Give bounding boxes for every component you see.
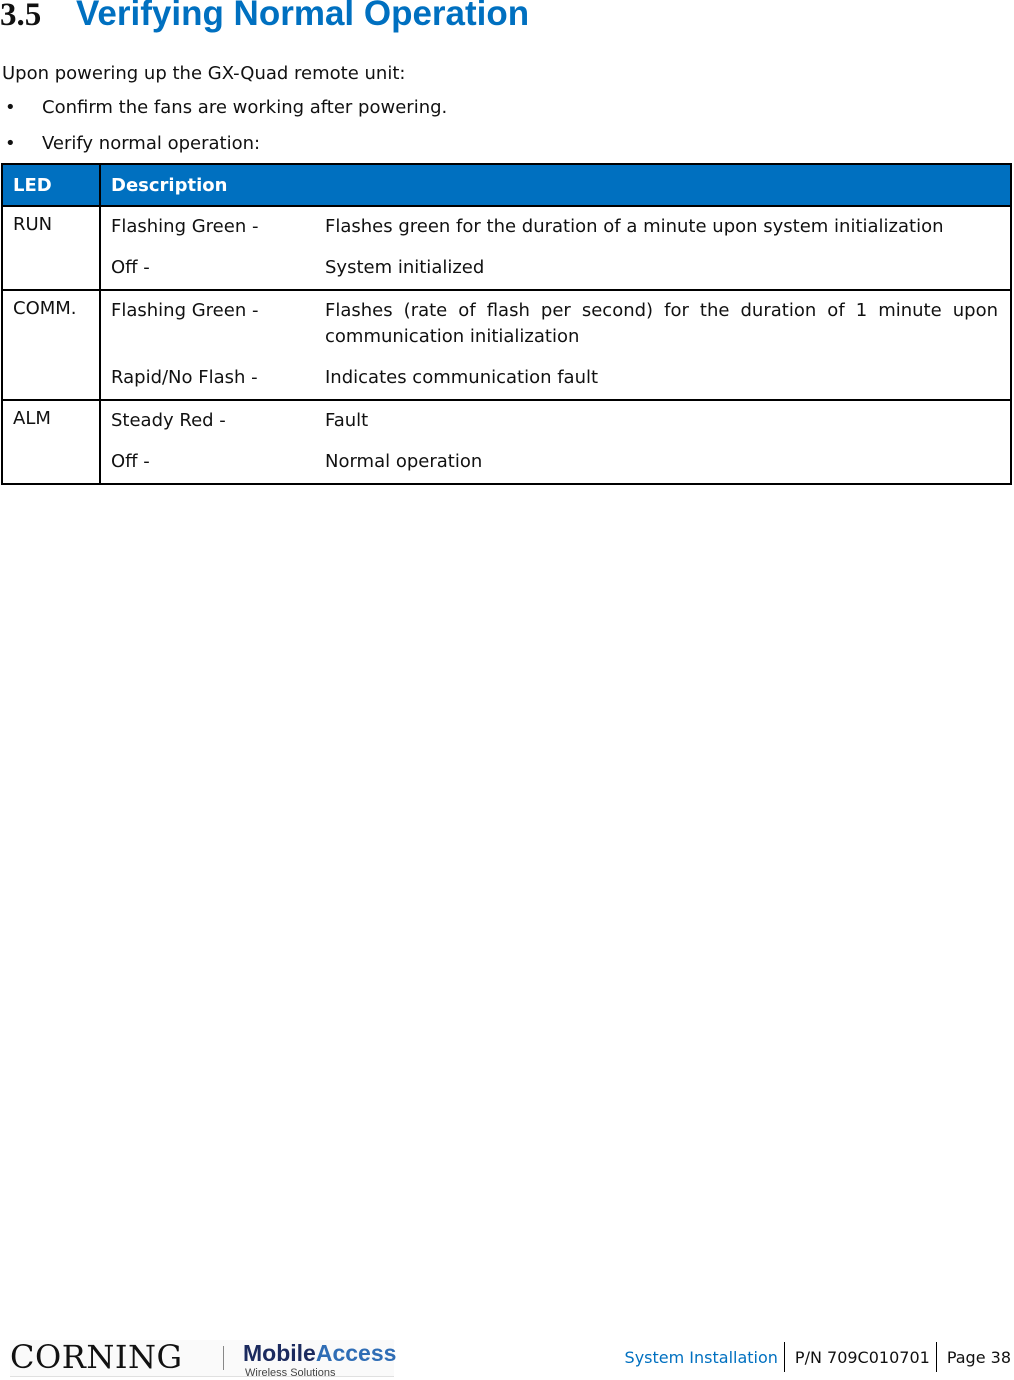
state-description: Fault — [325, 410, 369, 431]
mobileaccess-wordmark — [243, 1340, 396, 1367]
led-name: RUN — [2, 206, 100, 290]
state-row — [111, 449, 1010, 475]
page-footer — [0, 1336, 1014, 1380]
corning-mobileaccess-logo — [10, 1338, 397, 1379]
description-cell — [100, 206, 1011, 290]
footer-info — [625, 1342, 1011, 1372]
footer-divider — [936, 1342, 937, 1372]
footer-page-number: Page 38 — [946, 1347, 1011, 1367]
state-label: Off - — [111, 257, 150, 278]
mobile-word: Mobile — [243, 1340, 316, 1366]
state-description: Flashes (rate of flash per second) for the duration of 1 minute upon communication initialization — [325, 300, 998, 347]
state-row — [111, 255, 1010, 281]
led-name: ALM — [2, 400, 100, 484]
logo-divider — [223, 1346, 224, 1370]
state-description: Flashes green for the duration of a minute upon system initialization — [325, 216, 944, 237]
section-title: Verifying Normal Operation — [76, 0, 530, 33]
bullet-item: • Confirm the fans are working after powering. — [0, 97, 447, 133]
intro-text: Upon powering up the GX-Quad remote unit: — [2, 63, 406, 84]
led-name: COMM. — [2, 290, 100, 400]
table-header-row — [2, 164, 1011, 206]
table-row — [2, 400, 1011, 484]
state-label: Flashing Green - — [111, 216, 259, 237]
state-label: Flashing Green - — [111, 300, 259, 321]
led-table — [1, 163, 1012, 485]
state-row — [111, 408, 1010, 434]
state-description: Indicates communication fault — [325, 367, 599, 388]
state-row — [111, 214, 1010, 240]
header-led: LED — [2, 164, 100, 206]
state-row — [111, 298, 1010, 350]
table-row — [2, 206, 1011, 290]
access-word: Access — [315, 1340, 397, 1366]
footer-divider — [784, 1342, 785, 1372]
section-number: 3.5 — [0, 0, 42, 33]
footer-section-name: System Installation — [624, 1347, 778, 1367]
state-label: Off - — [111, 451, 150, 472]
state-label: Steady Red - — [111, 410, 226, 431]
table-row — [2, 290, 1011, 400]
bullet-list — [0, 97, 447, 169]
state-label: Rapid/No Flash - — [111, 367, 258, 388]
header-description: Description — [100, 164, 1011, 206]
state-row — [111, 365, 1010, 391]
section-heading — [0, 0, 529, 34]
logo-tagline: Wireless Solutions — [245, 1367, 336, 1379]
corning-wordmark: CORNING — [10, 1338, 183, 1376]
description-cell — [100, 290, 1011, 400]
description-cell — [100, 400, 1011, 484]
footer-part-number: P/N 709C010701 — [794, 1347, 930, 1367]
state-description: System initialized — [325, 257, 485, 278]
state-description: Normal operation — [325, 451, 483, 472]
bullet-item: • Verify normal operation: — [0, 133, 447, 169]
